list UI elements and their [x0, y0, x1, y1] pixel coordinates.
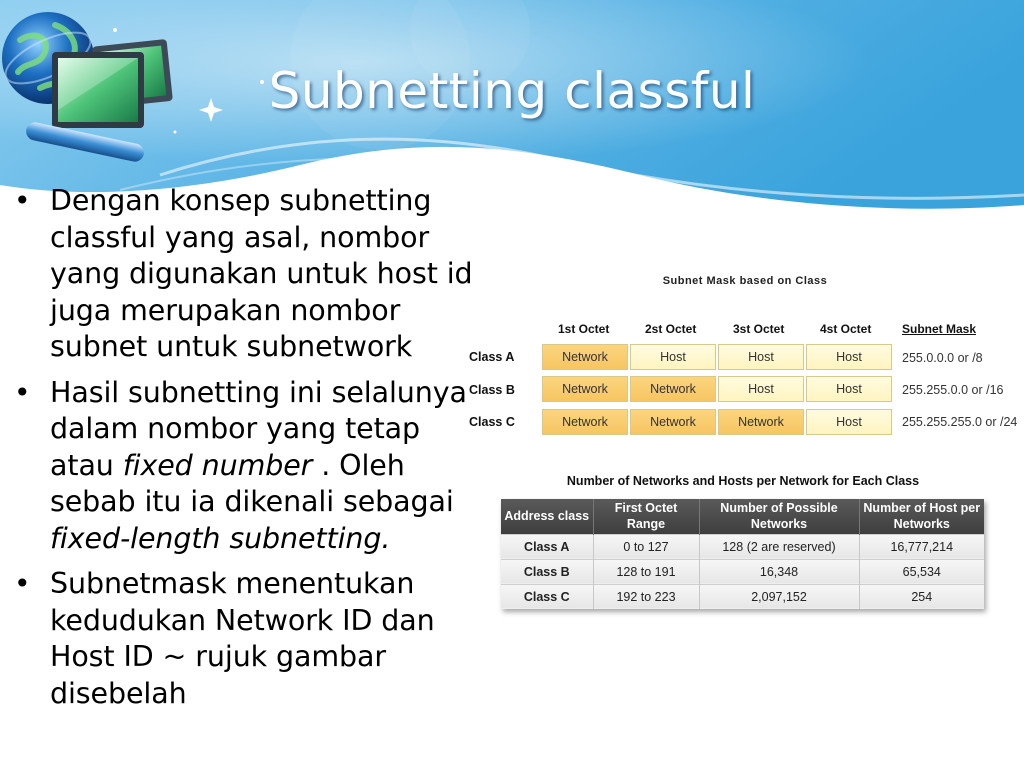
- table-cell: 16,348: [699, 559, 859, 584]
- octet-header: 1st Octet: [558, 322, 610, 336]
- octet-cell: Network: [542, 376, 628, 402]
- bullet-icon: •: [14, 375, 31, 409]
- table-cell: 128 to 191: [593, 559, 699, 584]
- column-header: Number of Host per Networks: [859, 499, 984, 534]
- octet-cell: Host: [718, 344, 804, 370]
- octet-cell: Network: [542, 344, 628, 370]
- octet-cell: Network: [630, 409, 716, 435]
- table-cell: Class A: [501, 534, 593, 559]
- class-label: Class B: [469, 383, 515, 397]
- octet-cell: Network: [718, 409, 804, 435]
- octet-cell: Host: [806, 376, 892, 402]
- bullet-run: Subnetmask menentukan kedudukan Network ID dan Host ID ~ rujuk gambar disebelah: [50, 567, 435, 710]
- table-cell: 254: [859, 584, 984, 609]
- table-header-row: [501, 499, 984, 534]
- class-label: Class A: [469, 350, 515, 364]
- octet-cell: Host: [806, 409, 892, 435]
- table-cell: 16,777,214: [859, 534, 984, 559]
- table-row: [501, 534, 984, 559]
- column-header: Address class: [501, 499, 593, 534]
- bullet-run: Hasil subnetting ini selalunya dalam nombor yang tetap atau: [50, 375, 467, 482]
- table-cell: 128 (2 are reserved): [699, 534, 859, 559]
- bullet-item: [10, 566, 475, 712]
- octet-cell: Network: [630, 376, 716, 402]
- bullet-icon: •: [14, 184, 31, 217]
- bullet-text: [50, 376, 467, 555]
- column-header: Number of Possible Networks: [699, 499, 859, 534]
- slide-title: Subnetting classful: [268, 62, 756, 120]
- table-cell: 192 to 223: [593, 584, 699, 609]
- bullet-run: . Oleh sebab itu ia dikenali sebagai: [50, 448, 454, 518]
- column-header: First Octet Range: [593, 499, 699, 534]
- octet-cell: Network: [542, 409, 628, 435]
- table-cell: 65,534: [859, 559, 984, 584]
- bullet-item: [10, 183, 475, 366]
- table-cell: 0 to 127: [593, 534, 699, 559]
- class-label: Class C: [469, 415, 515, 429]
- networks-hosts-table: [501, 499, 984, 609]
- octet-header: 4st Octet: [820, 322, 872, 336]
- bullet-text: [50, 184, 473, 363]
- octet-cell: Host: [806, 344, 892, 370]
- octet-header: 2st Octet: [645, 322, 697, 336]
- table-cell: 2,097,152: [699, 584, 859, 609]
- subnet-mask-header: Subnet Mask: [902, 322, 977, 336]
- bullet-icon: •: [14, 567, 31, 600]
- bullet-text: [50, 567, 435, 710]
- mask-value: 255.0.0.0 or /8: [902, 351, 983, 365]
- table-row: [501, 584, 984, 609]
- subnet-mask-figure: [466, 272, 1024, 442]
- table-title: Number of Networks and Hosts per Network for Each Class: [566, 474, 920, 488]
- italic-text: fixed number: [122, 448, 313, 482]
- octet-cell: Host: [630, 344, 716, 370]
- figure-title: Subnet Mask based on Class: [662, 275, 828, 284]
- octet-cell: Host: [718, 376, 804, 402]
- mask-value: 255.255.255.0 or /24: [902, 415, 1018, 429]
- table-cell: Class C: [501, 584, 593, 609]
- italic-text: fixed-length subnetting.: [50, 521, 391, 555]
- octet-header: 3st Octet: [733, 322, 785, 336]
- mask-value: 255.255.0.0 or /16: [902, 383, 1004, 397]
- table-cell: Class B: [501, 559, 593, 584]
- bullet-list: [10, 183, 475, 721]
- bullet-item: [10, 375, 475, 558]
- table-row: [501, 559, 984, 584]
- bullet-run: Dengan konsep subnetting classful yang asal, nombor yang digunakan untuk host id juga merupakan nombor subnet untuk subnetwork: [50, 184, 473, 363]
